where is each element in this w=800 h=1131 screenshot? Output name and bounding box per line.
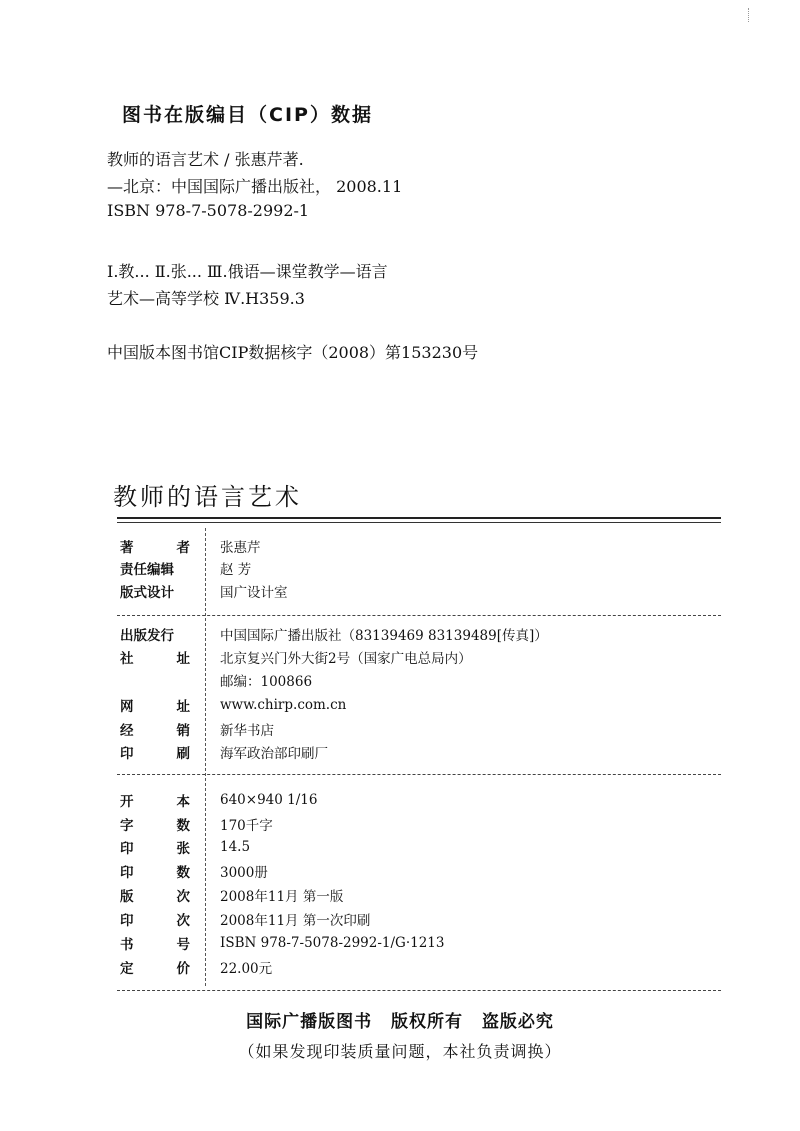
cip-record-number: 中国版本图书馆CIP数据核字（2008）第153230号 — [107, 343, 479, 362]
table-top-rule — [117, 517, 721, 519]
row-label: 印 张 — [120, 841, 190, 857]
table-row-layout — [120, 580, 288, 602]
row-value: 640×940 1/16 — [220, 792, 318, 808]
table-row-sheets — [120, 836, 251, 858]
quality-notice: （如果发现印装质量问题，本社负责调换） — [238, 1042, 562, 1061]
table-row-format — [120, 789, 318, 811]
row-label: 责任编辑 — [120, 562, 174, 578]
row-label: 社 址 — [120, 651, 190, 667]
book-title: 教师的语言艺术 — [113, 483, 302, 511]
table-row-postcode — [120, 669, 313, 691]
table-row-printer — [120, 741, 328, 763]
row-label: 书 号 — [120, 937, 190, 953]
table-row-address — [120, 646, 472, 668]
cip-subject-line: Ⅰ.教... Ⅱ.张... Ⅲ.俄语—课堂教学—语言 — [107, 262, 388, 281]
row-value: 新华书店 — [220, 723, 274, 739]
row-value: 3000册 — [220, 865, 268, 881]
table-column-divider — [205, 528, 206, 986]
cip-subject-line-cont: 艺术—高等学校 Ⅳ.H359.3 — [107, 289, 305, 308]
table-row-edition — [120, 884, 344, 906]
table-divider — [117, 615, 721, 616]
copyright-notice: 国际广播版图书 版权所有 盗版必究 — [246, 1012, 554, 1032]
table-row-website — [120, 694, 347, 716]
row-value: 赵 芳 — [220, 562, 252, 578]
row-label: 印 数 — [120, 865, 190, 881]
row-value: 中国国际广播出版社（83139469 83139489[传真]） — [220, 628, 548, 644]
row-value: www.chirp.com.cn — [220, 697, 347, 713]
row-label: 版式设计 — [120, 585, 174, 601]
row-value: 北京复兴门外大街2号（国家广电总局内） — [220, 651, 472, 667]
row-value: 22.00元 — [220, 961, 273, 977]
row-value: 14.5 — [220, 839, 251, 855]
row-label: 开 本 — [120, 794, 190, 810]
table-bottom-rule — [117, 990, 721, 991]
table-row-printing — [120, 908, 371, 930]
scan-artifact — [748, 8, 751, 22]
row-label: 印 刷 — [120, 746, 190, 762]
cip-heading: 图书在版编目（CIP）数据 — [122, 104, 373, 126]
cip-isbn-line: ISBN 978-7-5078-2992-1 — [107, 201, 310, 220]
row-label: 印 次 — [120, 913, 190, 929]
row-value: 张惠芹 — [220, 540, 261, 556]
cip-title-line: 教师的语言艺术 / 张惠芹著. — [107, 150, 304, 169]
table-row-publisher — [120, 623, 548, 645]
row-value: 170千字 — [220, 818, 273, 834]
row-value: 国广设计室 — [220, 585, 288, 601]
table-row-price — [120, 956, 273, 978]
row-label: 字 数 — [120, 818, 190, 834]
cip-publisher-line: —北京：中国国际广播出版社， 2008.11 — [107, 177, 403, 196]
row-value: ISBN 978-7-5078-2992-1/G·1213 — [220, 935, 445, 951]
row-label: 出版发行 — [120, 628, 174, 644]
row-label: 经 销 — [120, 723, 190, 739]
row-label: 网 址 — [120, 699, 190, 715]
row-label: 版 次 — [120, 889, 190, 905]
table-row-author — [120, 535, 261, 557]
table-row-wordcount — [120, 813, 273, 835]
table-top-rule-thin — [117, 522, 721, 523]
row-value: 邮编：100866 — [220, 674, 313, 690]
row-value: 海军政治部印刷厂 — [220, 746, 328, 762]
table-row-distributor — [120, 718, 274, 740]
table-row-isbn — [120, 932, 445, 954]
row-label: 定 价 — [120, 961, 190, 977]
row-label: 著 者 — [120, 540, 190, 556]
table-row-print-run — [120, 860, 268, 882]
table-row-editor — [120, 557, 252, 579]
table-divider — [117, 774, 721, 775]
row-value: 2008年11月 第一版 — [220, 889, 344, 905]
row-value: 2008年11月 第一次印刷 — [220, 913, 371, 929]
